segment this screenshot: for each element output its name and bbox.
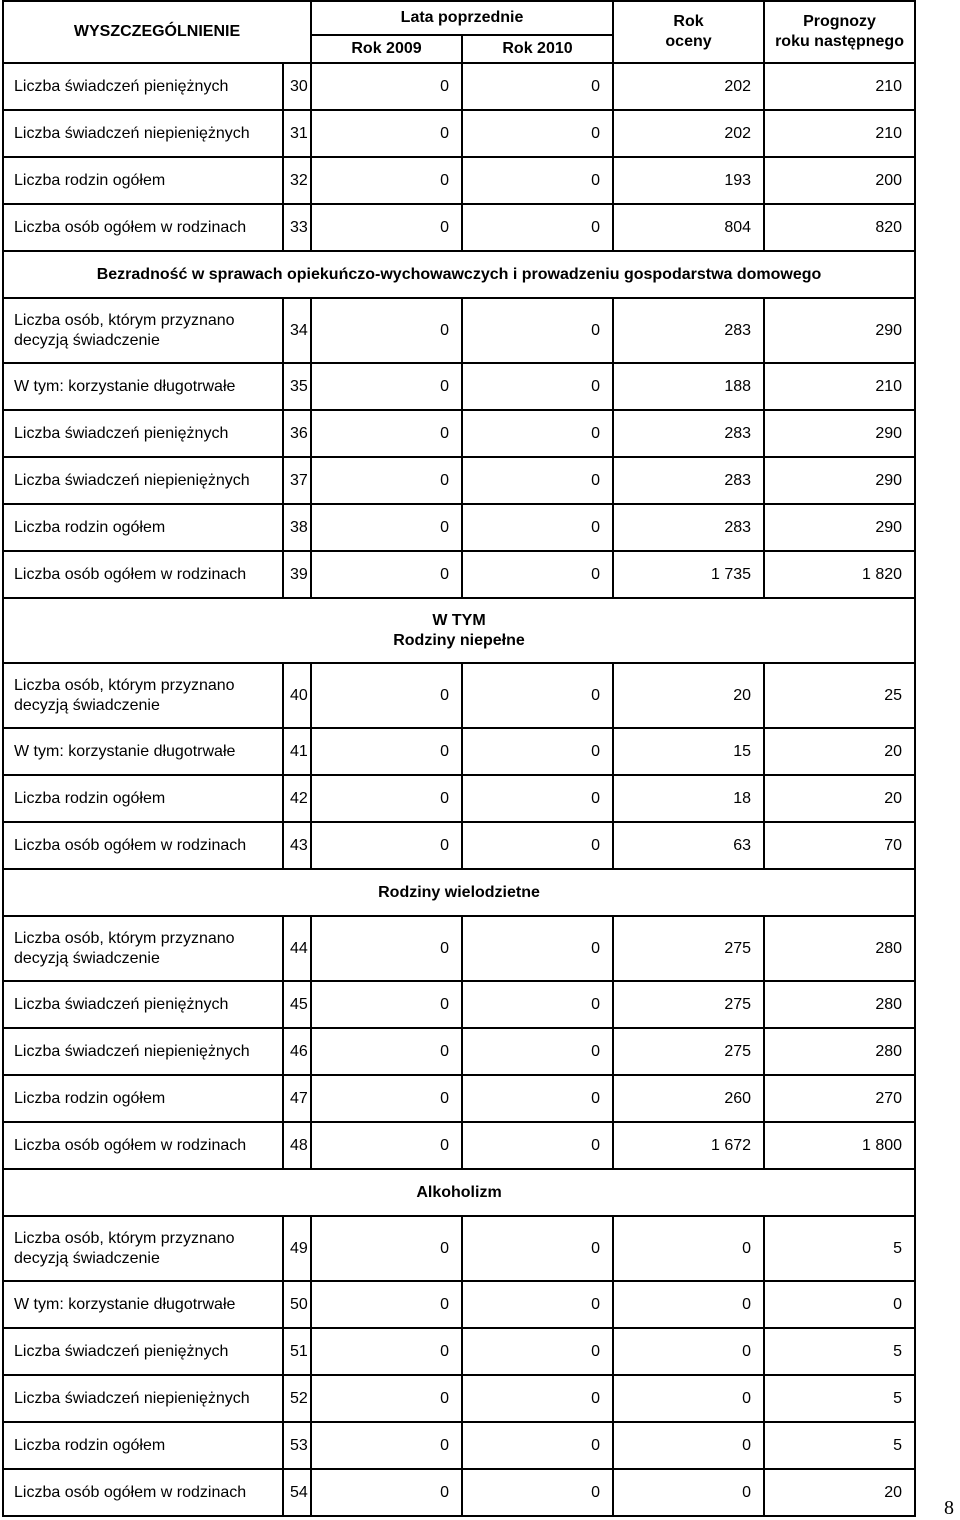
section-title-line: Alkoholizm: [416, 1183, 502, 1201]
row-number: 37: [283, 457, 311, 504]
value-2009: 0: [311, 551, 462, 598]
value-2010: 0: [462, 363, 613, 410]
value-prognoza: 290: [764, 504, 915, 551]
header-prognozy: [764, 1, 915, 63]
row-number: 42: [283, 775, 311, 822]
value-prognoza: 1 820: [764, 551, 915, 598]
value-2009: 0: [311, 1375, 462, 1422]
row-label: W tym: korzystanie długotrwałe: [3, 1281, 283, 1328]
row-number: 30: [283, 63, 311, 110]
value-rok-oceny: 275: [613, 981, 764, 1028]
row-number: 38: [283, 504, 311, 551]
value-2010: 0: [462, 1281, 613, 1328]
table-row: [3, 457, 915, 504]
section-title-line: Bezradność w sprawach opiekuńczo-wychowawczych i prowadzeniu gospodarstwa domowego: [96, 265, 822, 283]
section-title: [3, 1169, 915, 1216]
value-2010: 0: [462, 1328, 613, 1375]
row-label: Liczba osób, którym przyznano decyzją świadczenie: [3, 663, 283, 728]
table-row: [3, 1216, 915, 1281]
row-label: Liczba rodzin ogółem: [3, 1075, 283, 1122]
section-row: [3, 251, 915, 298]
value-rok-oceny: 283: [613, 298, 764, 363]
value-prognoza: 5: [764, 1422, 915, 1469]
section-row: [3, 869, 915, 916]
value-2009: 0: [311, 504, 462, 551]
section-row: [3, 598, 915, 663]
row-number: 36: [283, 410, 311, 457]
row-label: Liczba świadczeń pieniężnych: [3, 63, 283, 110]
row-label: Liczba świadczeń pieniężnych: [3, 1328, 283, 1375]
header-previous-years: Lata poprzednie: [311, 1, 613, 35]
row-label: W tym: korzystanie długotrwałe: [3, 363, 283, 410]
table-row: [3, 1281, 915, 1328]
value-2009: 0: [311, 822, 462, 869]
value-2010: 0: [462, 504, 613, 551]
table-row: [3, 1028, 915, 1075]
value-rok-oceny: 63: [613, 822, 764, 869]
value-rok-oceny: 202: [613, 110, 764, 157]
row-label: Liczba świadczeń niepieniężnych: [3, 1028, 283, 1075]
row-label: Liczba świadczeń niepieniężnych: [3, 110, 283, 157]
section-title-line: Rodziny wielodzietne: [378, 883, 540, 901]
table-row: [3, 1422, 915, 1469]
row-label: W tym: korzystanie długotrwałe: [3, 728, 283, 775]
value-prognoza: 210: [764, 110, 915, 157]
value-2009: 0: [311, 1281, 462, 1328]
table-row: [3, 1328, 915, 1375]
value-prognoza: 70: [764, 822, 915, 869]
value-prognoza: 210: [764, 63, 915, 110]
row-number: 46: [283, 1028, 311, 1075]
value-2009: 0: [311, 1122, 462, 1169]
value-prognoza: 290: [764, 457, 915, 504]
value-rok-oceny: 275: [613, 1028, 764, 1075]
value-rok-oceny: 1 672: [613, 1122, 764, 1169]
value-prognoza: 1 800: [764, 1122, 915, 1169]
row-label: Liczba rodzin ogółem: [3, 157, 283, 204]
report-table: [2, 0, 916, 1517]
value-2010: 0: [462, 1469, 613, 1516]
value-2010: 0: [462, 63, 613, 110]
header-label: WYSZCZEGÓLNIENIE: [3, 1, 311, 63]
value-prognoza: 25: [764, 663, 915, 728]
section-title: [3, 598, 915, 663]
row-number: 47: [283, 1075, 311, 1122]
row-number: 40: [283, 663, 311, 728]
value-2010: 0: [462, 1422, 613, 1469]
table-row: [3, 204, 915, 251]
table-row: [3, 410, 915, 457]
row-label: Liczba rodzin ogółem: [3, 504, 283, 551]
section-title-line: W TYM: [432, 611, 486, 629]
value-rok-oceny: 202: [613, 63, 764, 110]
row-number: 32: [283, 157, 311, 204]
table-row: [3, 822, 915, 869]
value-rok-oceny: 260: [613, 1075, 764, 1122]
row-label: Liczba świadczeń pieniężnych: [3, 410, 283, 457]
table-row: [3, 1075, 915, 1122]
row-label: Liczba osób, którym przyznano decyzją świadczenie: [3, 298, 283, 363]
row-label: Liczba osób, którym przyznano decyzją świadczenie: [3, 1216, 283, 1281]
value-rok-oceny: 0: [613, 1375, 764, 1422]
value-prognoza: 20: [764, 775, 915, 822]
value-2009: 0: [311, 981, 462, 1028]
header-rok-line1: Rok: [673, 13, 704, 30]
table-row: [3, 1375, 915, 1422]
value-prognoza: 20: [764, 728, 915, 775]
value-2010: 0: [462, 1216, 613, 1281]
value-2009: 0: [311, 916, 462, 981]
value-2009: 0: [311, 1075, 462, 1122]
header-prognozy-line2: roku następnego: [775, 33, 904, 50]
row-number: 45: [283, 981, 311, 1028]
value-2010: 0: [462, 551, 613, 598]
value-rok-oceny: 0: [613, 1328, 764, 1375]
value-2009: 0: [311, 728, 462, 775]
row-label: Liczba osób ogółem w rodzinach: [3, 822, 283, 869]
row-label: Liczba świadczeń niepieniężnych: [3, 457, 283, 504]
value-2009: 0: [311, 410, 462, 457]
value-2010: 0: [462, 157, 613, 204]
value-2009: 0: [311, 157, 462, 204]
table-row: [3, 728, 915, 775]
value-rok-oceny: 1 735: [613, 551, 764, 598]
value-2010: 0: [462, 981, 613, 1028]
value-prognoza: 820: [764, 204, 915, 251]
table-row: [3, 110, 915, 157]
section-title: [3, 869, 915, 916]
row-label: Liczba rodzin ogółem: [3, 1422, 283, 1469]
row-number: 48: [283, 1122, 311, 1169]
value-2009: 0: [311, 1028, 462, 1075]
value-prognoza: 200: [764, 157, 915, 204]
section-title: [3, 251, 915, 298]
value-2009: 0: [311, 663, 462, 728]
value-2009: 0: [311, 1469, 462, 1516]
value-2009: 0: [311, 63, 462, 110]
value-2009: 0: [311, 775, 462, 822]
value-rok-oceny: 193: [613, 157, 764, 204]
table-row: [3, 1469, 915, 1516]
row-number: 31: [283, 110, 311, 157]
value-rok-oceny: 275: [613, 916, 764, 981]
row-label: Liczba osób ogółem w rodzinach: [3, 1469, 283, 1516]
row-number: 33: [283, 204, 311, 251]
value-rok-oceny: 15: [613, 728, 764, 775]
value-2010: 0: [462, 457, 613, 504]
value-rok-oceny: 18: [613, 775, 764, 822]
row-number: 39: [283, 551, 311, 598]
row-number: 49: [283, 1216, 311, 1281]
value-2010: 0: [462, 298, 613, 363]
row-label: Liczba świadczeń niepieniężnych: [3, 1375, 283, 1422]
value-rok-oceny: 283: [613, 457, 764, 504]
section-title-line: Rodziny niepełne: [393, 631, 525, 649]
row-label: Liczba świadczeń pieniężnych: [3, 981, 283, 1028]
value-2010: 0: [462, 1028, 613, 1075]
table-row: [3, 1122, 915, 1169]
value-prognoza: 270: [764, 1075, 915, 1122]
value-2009: 0: [311, 298, 462, 363]
value-2010: 0: [462, 1375, 613, 1422]
value-prognoza: 0: [764, 1281, 915, 1328]
value-rok-oceny: 0: [613, 1281, 764, 1328]
value-rok-oceny: 188: [613, 363, 764, 410]
value-2010: 0: [462, 204, 613, 251]
row-number: 52: [283, 1375, 311, 1422]
row-number: 50: [283, 1281, 311, 1328]
value-rok-oceny: 283: [613, 504, 764, 551]
table-row: [3, 551, 915, 598]
value-2010: 0: [462, 822, 613, 869]
header-rok-2010: Rok 2010: [462, 35, 613, 63]
value-2009: 0: [311, 110, 462, 157]
page-number: 8: [944, 1497, 954, 1519]
value-2010: 0: [462, 775, 613, 822]
row-number: 41: [283, 728, 311, 775]
row-number: 34: [283, 298, 311, 363]
row-label: Liczba osób ogółem w rodzinach: [3, 204, 283, 251]
value-prognoza: 5: [764, 1375, 915, 1422]
table-row: [3, 157, 915, 204]
row-number: 54: [283, 1469, 311, 1516]
row-number: 35: [283, 363, 311, 410]
row-number: 53: [283, 1422, 311, 1469]
value-prognoza: 290: [764, 298, 915, 363]
row-label: Liczba osób, którym przyznano decyzją świadczenie: [3, 916, 283, 981]
header-prognozy-line1: Prognozy: [803, 13, 876, 30]
value-2010: 0: [462, 1075, 613, 1122]
row-number: 43: [283, 822, 311, 869]
table-row: [3, 663, 915, 728]
value-2009: 0: [311, 1328, 462, 1375]
value-prognoza: 20: [764, 1469, 915, 1516]
value-prognoza: 280: [764, 1028, 915, 1075]
value-rok-oceny: 283: [613, 410, 764, 457]
value-2009: 0: [311, 457, 462, 504]
table-row: [3, 363, 915, 410]
value-rok-oceny: 0: [613, 1422, 764, 1469]
row-label: Liczba osób ogółem w rodzinach: [3, 551, 283, 598]
value-prognoza: 280: [764, 916, 915, 981]
value-2009: 0: [311, 1422, 462, 1469]
value-2010: 0: [462, 410, 613, 457]
header-rok-line2: oceny: [665, 33, 712, 50]
row-label: Liczba osób ogółem w rodzinach: [3, 1122, 283, 1169]
section-row: [3, 1169, 915, 1216]
header-rok-oceny: [613, 1, 764, 63]
row-number: 51: [283, 1328, 311, 1375]
value-2009: 0: [311, 204, 462, 251]
row-label: Liczba rodzin ogółem: [3, 775, 283, 822]
value-2009: 0: [311, 363, 462, 410]
value-rok-oceny: 0: [613, 1216, 764, 1281]
value-2010: 0: [462, 663, 613, 728]
table-row: [3, 63, 915, 110]
value-2010: 0: [462, 728, 613, 775]
value-prognoza: 280: [764, 981, 915, 1028]
table-row: [3, 775, 915, 822]
table-row: [3, 298, 915, 363]
value-rok-oceny: 0: [613, 1469, 764, 1516]
value-prognoza: 5: [764, 1328, 915, 1375]
value-prognoza: 5: [764, 1216, 915, 1281]
header-row-1: [3, 1, 915, 35]
value-prognoza: 290: [764, 410, 915, 457]
value-2009: 0: [311, 1216, 462, 1281]
value-2010: 0: [462, 110, 613, 157]
value-2010: 0: [462, 1122, 613, 1169]
value-rok-oceny: 20: [613, 663, 764, 728]
value-2010: 0: [462, 916, 613, 981]
table-row: [3, 981, 915, 1028]
value-rok-oceny: 804: [613, 204, 764, 251]
table-row: [3, 916, 915, 981]
table-row: [3, 504, 915, 551]
row-number: 44: [283, 916, 311, 981]
header-rok-2009: Rok 2009: [311, 35, 462, 63]
value-prognoza: 210: [764, 363, 915, 410]
